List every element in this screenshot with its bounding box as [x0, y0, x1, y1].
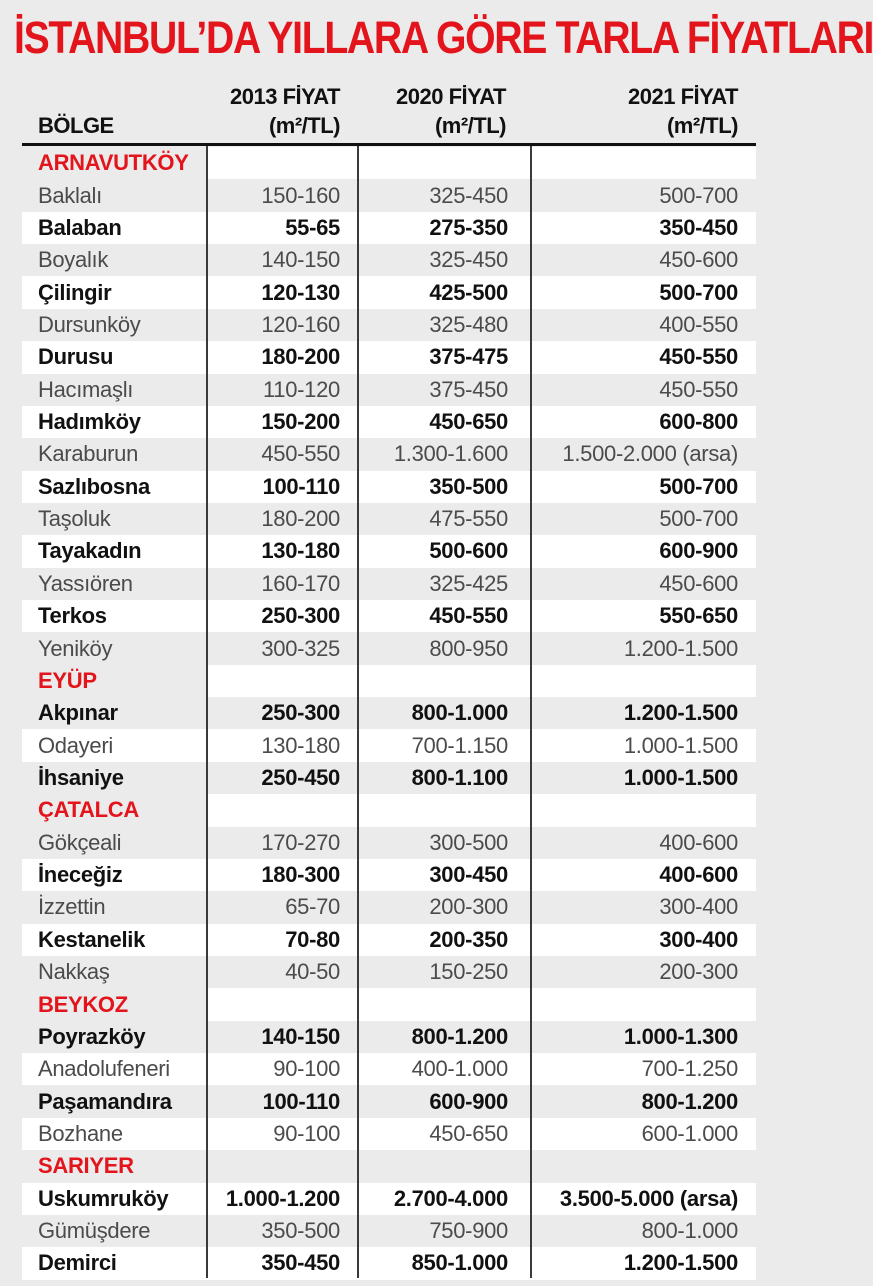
section-label: SARIYER [38, 1153, 134, 1179]
region-name: İneceğiz [38, 862, 123, 888]
section-label: EYÜP [38, 667, 97, 693]
section-header-row [22, 988, 756, 1020]
price-2020: 325-425 [429, 570, 508, 596]
price-2020: 450-550 [429, 603, 508, 629]
table-row [22, 309, 756, 341]
price-2021: 500-700 [659, 473, 738, 499]
price-2013: 90-100 [273, 1120, 340, 1146]
header-rule [22, 143, 756, 146]
header-2020 [396, 82, 506, 140]
section-label: ÇATALCA [38, 797, 139, 823]
price-2021: 1.000-1.500 [623, 732, 738, 758]
region-name: Dursunköy [38, 311, 141, 337]
price-2020: 850-1.000 [411, 1250, 508, 1276]
price-2013: 110-120 [262, 376, 340, 402]
region-name: Nakkaş [38, 959, 110, 985]
table-row [22, 276, 756, 308]
price-2021: 800-1.000 [641, 1218, 738, 1244]
region-name: Uskumruköy [38, 1185, 169, 1211]
price-2020: 800-1.100 [411, 765, 508, 790]
table-row [22, 503, 756, 535]
price-2021: 450-550 [659, 376, 738, 402]
price-2021: 1.000-1.300 [623, 1023, 738, 1049]
price-2020: 300-450 [429, 862, 508, 888]
region-name: Hadımköy [38, 409, 141, 435]
section-header-row [22, 794, 756, 826]
price-2020: 500-600 [429, 538, 508, 564]
table-row [22, 1053, 756, 1085]
price-2021: 700-1.250 [641, 1056, 738, 1082]
table-row [22, 827, 756, 859]
price-2013: 450-550 [261, 441, 340, 467]
price-2021: 450-600 [659, 570, 738, 596]
price-2013: 55-65 [285, 214, 340, 240]
price-2020: 200-300 [429, 894, 508, 920]
price-2013: 130-180 [261, 538, 340, 564]
header-2020-line2: (m²/TL) [434, 113, 506, 138]
region-name: Terkos [38, 603, 107, 629]
price-2013: 90-100 [273, 1056, 340, 1082]
price-2013: 100-110 [262, 473, 340, 499]
price-2013: 300-325 [261, 635, 340, 661]
price-2020: 375-475 [429, 344, 508, 370]
price-2021: 300-400 [659, 894, 738, 920]
table-row [22, 1085, 756, 1117]
price-2021: 550-650 [659, 603, 738, 629]
region-name: Tayakadın [38, 538, 142, 564]
price-2013: 120-160 [261, 311, 340, 337]
price-2021: 1.200-1.500 [623, 635, 738, 661]
region-name: Gökçeali [38, 829, 122, 855]
price-2020: 700-1.150 [411, 732, 508, 758]
header-2021-line1: 2021 FİYAT [628, 84, 738, 109]
table-row [22, 341, 756, 373]
price-2013: 1.000-1.200 [225, 1185, 340, 1211]
region-name: Sazlıbosna [38, 473, 150, 499]
header-2013-line1: 2013 FİYAT [230, 84, 340, 109]
table-row [22, 179, 756, 211]
table-row [22, 1183, 756, 1215]
price-2021: 200-300 [659, 959, 738, 985]
price-2013: 350-450 [261, 1250, 340, 1276]
price-2020: 325-480 [429, 311, 508, 337]
price-2020: 750-900 [429, 1218, 508, 1244]
price-2020: 350-500 [429, 473, 508, 499]
region-name: Poyrazköy [38, 1023, 146, 1049]
price-2021: 400-600 [659, 829, 738, 855]
region-name: Karaburun [38, 441, 139, 467]
price-2020: 400-1.000 [411, 1056, 508, 1082]
price-2020: 800-950 [429, 635, 508, 661]
price-2021: 500-700 [659, 506, 738, 532]
price-2013: 180-200 [261, 344, 340, 370]
price-2013: 140-150 [261, 247, 340, 273]
section-label: ARNAVUTKÖY [38, 150, 189, 176]
price-2021: 3.500-5.000 (arsa) [559, 1185, 738, 1211]
column-divider [357, 146, 359, 1278]
table-row [22, 1118, 756, 1150]
price-2021: 400-600 [659, 862, 738, 888]
price-2013: 130-180 [261, 732, 340, 758]
price-2020: 375-450 [429, 376, 508, 402]
region-name: Durusu [38, 344, 114, 370]
price-2021: 600-900 [659, 538, 738, 564]
page-title: İSTANBUL’DA YILLARA GÖRE TARLA FİYATLARI [14, 12, 873, 63]
price-2021: 800-1.200 [641, 1088, 738, 1114]
price-2020: 150-250 [429, 959, 508, 985]
price-2021: 1.000-1.500 [623, 765, 738, 790]
header-2021 [628, 82, 738, 140]
section-header-row [22, 1150, 756, 1182]
price-2021: 450-600 [659, 247, 738, 273]
price-2021: 500-700 [659, 182, 738, 208]
price-2021: 350-450 [659, 214, 738, 240]
region-name: Yeniköy [38, 635, 113, 661]
region-name: Baklalı [38, 182, 102, 208]
price-table [22, 147, 756, 1280]
price-2013: 180-200 [261, 506, 340, 532]
region-name: Taşoluk [38, 506, 111, 532]
price-2020: 200-350 [429, 926, 508, 952]
table-row [22, 924, 756, 956]
table-row [22, 568, 756, 600]
section-header-row [22, 147, 756, 179]
header-2013 [230, 82, 340, 140]
table-row [22, 697, 756, 729]
price-2021: 400-550 [659, 311, 738, 337]
price-2020: 1.300-1.600 [393, 441, 508, 467]
column-divider [206, 146, 208, 1278]
price-2021: 500-700 [659, 279, 738, 305]
column-divider [530, 146, 532, 1278]
price-2021: 1.200-1.500 [623, 700, 738, 726]
header-2021-line2: (m²/TL) [666, 113, 738, 138]
price-2013: 250-300 [261, 700, 340, 726]
price-2013: 170-270 [261, 829, 340, 855]
table-row [22, 729, 756, 761]
table-row [22, 471, 756, 503]
region-name: Boyalık [38, 247, 109, 273]
price-2013: 140-150 [261, 1023, 340, 1049]
price-2013: 180-300 [261, 862, 340, 888]
price-2013: 65-70 [285, 894, 340, 920]
price-2021: 600-1.000 [641, 1120, 738, 1146]
price-2020: 450-650 [429, 409, 508, 435]
region-name: İzzettin [38, 894, 106, 920]
region-name: Demirci [38, 1250, 117, 1276]
price-2013: 350-500 [261, 1218, 340, 1244]
header-2020-line1: 2020 FİYAT [396, 84, 506, 109]
table-row [22, 762, 756, 794]
price-2013: 250-300 [261, 603, 340, 629]
region-name: Akpınar [38, 700, 118, 726]
region-name: Odayeri [38, 732, 113, 758]
price-2020: 600-900 [429, 1088, 508, 1114]
section-label: BEYKOZ [38, 991, 128, 1017]
price-2013: 150-160 [261, 182, 340, 208]
price-2021: 300-400 [659, 926, 738, 952]
table-row [22, 244, 756, 276]
price-2013: 100-110 [262, 1088, 340, 1114]
region-name: Gümüşdere [38, 1218, 151, 1244]
table-row [22, 406, 756, 438]
table-row [22, 1021, 756, 1053]
price-2013: 250-450 [261, 765, 340, 790]
table-row [22, 1215, 756, 1247]
price-2020: 325-450 [429, 182, 508, 208]
table-row [22, 535, 756, 567]
table-row [22, 212, 756, 244]
region-name: Hacımaşlı [38, 376, 134, 402]
header-bolge: BÖLGE [38, 113, 114, 138]
price-2013: 40-50 [285, 959, 340, 985]
price-2013: 120-130 [261, 279, 340, 305]
price-2020: 325-450 [429, 247, 508, 273]
region-name: Anadolufeneri [38, 1056, 170, 1082]
section-header-row [22, 665, 756, 697]
region-name: Çilingir [38, 279, 112, 305]
region-name: Kestanelik [38, 926, 146, 952]
price-2021: 1.500-2.000 (arsa) [562, 441, 738, 467]
price-2020: 425-500 [429, 279, 508, 305]
table-row [22, 374, 756, 406]
price-2020: 2.700-4.000 [393, 1185, 508, 1211]
price-2013: 70-80 [285, 926, 340, 952]
price-2021: 1.200-1.500 [623, 1250, 738, 1276]
region-name: İhsaniye [38, 765, 124, 790]
price-2020: 300-500 [429, 829, 508, 855]
table-row [22, 438, 756, 470]
region-name: Paşamandıra [38, 1088, 172, 1114]
price-2020: 800-1.000 [411, 700, 508, 726]
price-2021: 600-800 [659, 409, 738, 435]
region-name: Balaban [38, 214, 122, 240]
header-2013-line2: (m²/TL) [268, 113, 340, 138]
table-row [22, 600, 756, 632]
region-name: Yassıören [38, 570, 133, 596]
price-2013: 150-200 [261, 409, 340, 435]
price-2021: 450-550 [659, 344, 738, 370]
price-2013: 160-170 [261, 570, 340, 596]
region-name: Bozhane [38, 1120, 123, 1146]
price-2020: 475-550 [429, 506, 508, 532]
price-2020: 450-650 [429, 1120, 508, 1146]
price-2020: 275-350 [429, 214, 508, 240]
table-row [22, 632, 756, 664]
table-row [22, 891, 756, 923]
table-row [22, 956, 756, 988]
table-row [22, 859, 756, 891]
table-row [22, 1247, 756, 1279]
price-2020: 800-1.200 [411, 1023, 508, 1049]
